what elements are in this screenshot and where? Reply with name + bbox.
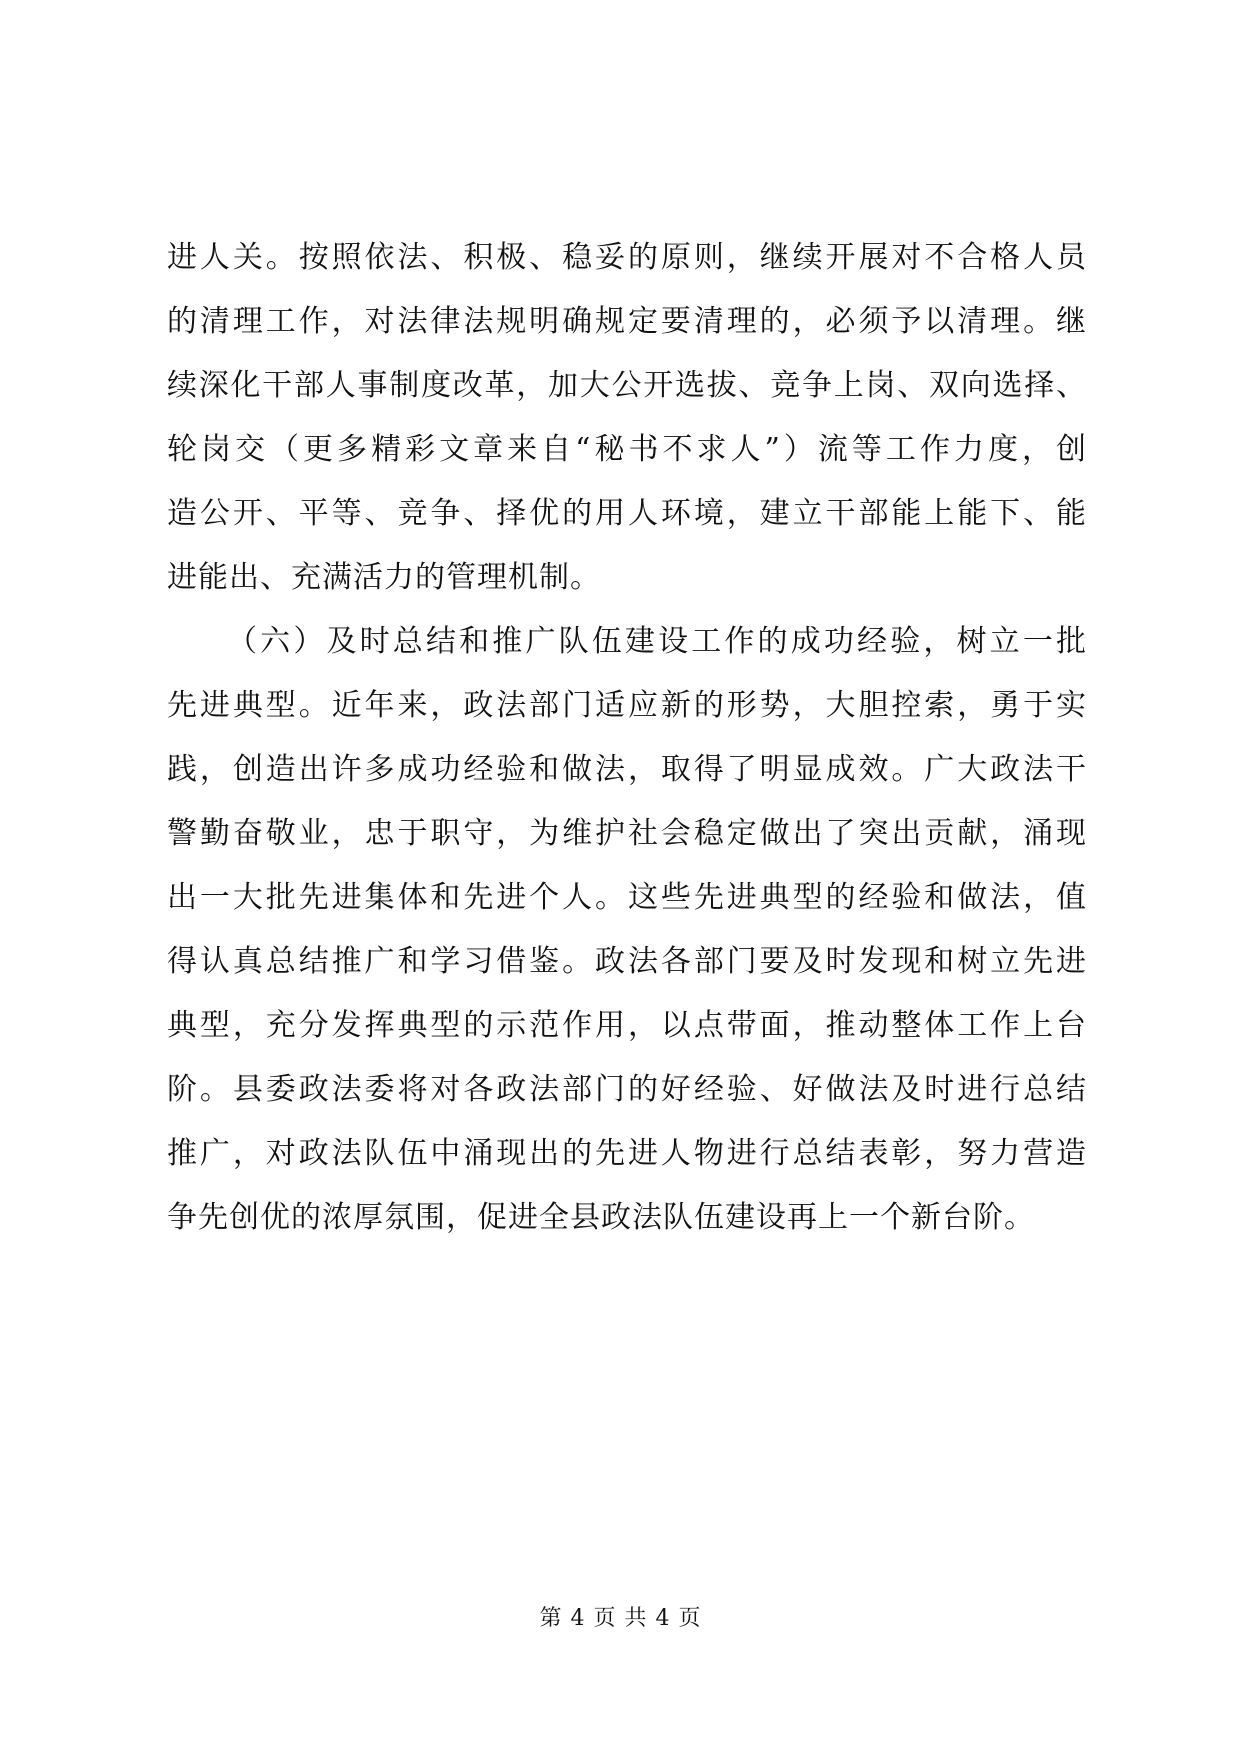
text-line: 争先创优的浓厚氛围，促进全县政法队伍建设再上一个新台阶。: [167, 1200, 1035, 1235]
text-line: 轮岗交（更多精彩文章来自“秘书不求人”）流等工作力度，创: [167, 432, 1087, 467]
text-line: 警勤奋敬业，忠于职守，为维护社会稳定做出了突出贡献，涌现: [167, 816, 1087, 851]
text-line: 出一大批先进集体和先进个人。这些先进典型的经验和做法，值: [167, 880, 1087, 915]
text-line: 的清理工作，对法律法规明确规定要清理的，必须予以清理。继: [167, 304, 1087, 339]
text-line: 推广，对政法队伍中涌现出的先进人物进行总结表彰，努力营造: [167, 1136, 1087, 1171]
text-line: 进能出、充满活力的管理机制。: [167, 560, 601, 595]
body-text: [167, 226, 1087, 1250]
text-line: 典型，充分发挥典型的示范作用，以点带面，推动整体工作上台: [167, 1008, 1087, 1043]
paragraph-1: [167, 226, 1087, 610]
text-line: 进人关。按照依法、积极、稳妥的原则，继续开展对不合格人员: [167, 240, 1087, 275]
text-line: 阶。县委政法委将对各政法部门的好经验、好做法及时进行总结: [167, 1072, 1087, 1107]
text-line: 造公开、平等、竞争、择优的用人环境，建立干部能上能下、能: [167, 496, 1087, 531]
text-line: 得认真总结推广和学习借鉴。政法各部门要及时发现和树立先进: [167, 944, 1087, 979]
page-footer: 第 4 页 共 4 页: [539, 1606, 702, 1631]
paragraph-2: [167, 610, 1087, 1250]
text-line: （六）及时总结和推广队伍建设工作的成功经验，树立一批: [227, 624, 1087, 659]
text-line: 续深化干部人事制度改革，加大公开选拔、竞争上岗、双向选择、: [167, 368, 1087, 403]
text-line: 先进典型。近年来，政法部门适应新的形势，大胆控索，勇于实: [167, 688, 1087, 723]
text-line: 践，创造出许多成功经验和做法，取得了明显成效。广大政法干: [167, 752, 1087, 787]
